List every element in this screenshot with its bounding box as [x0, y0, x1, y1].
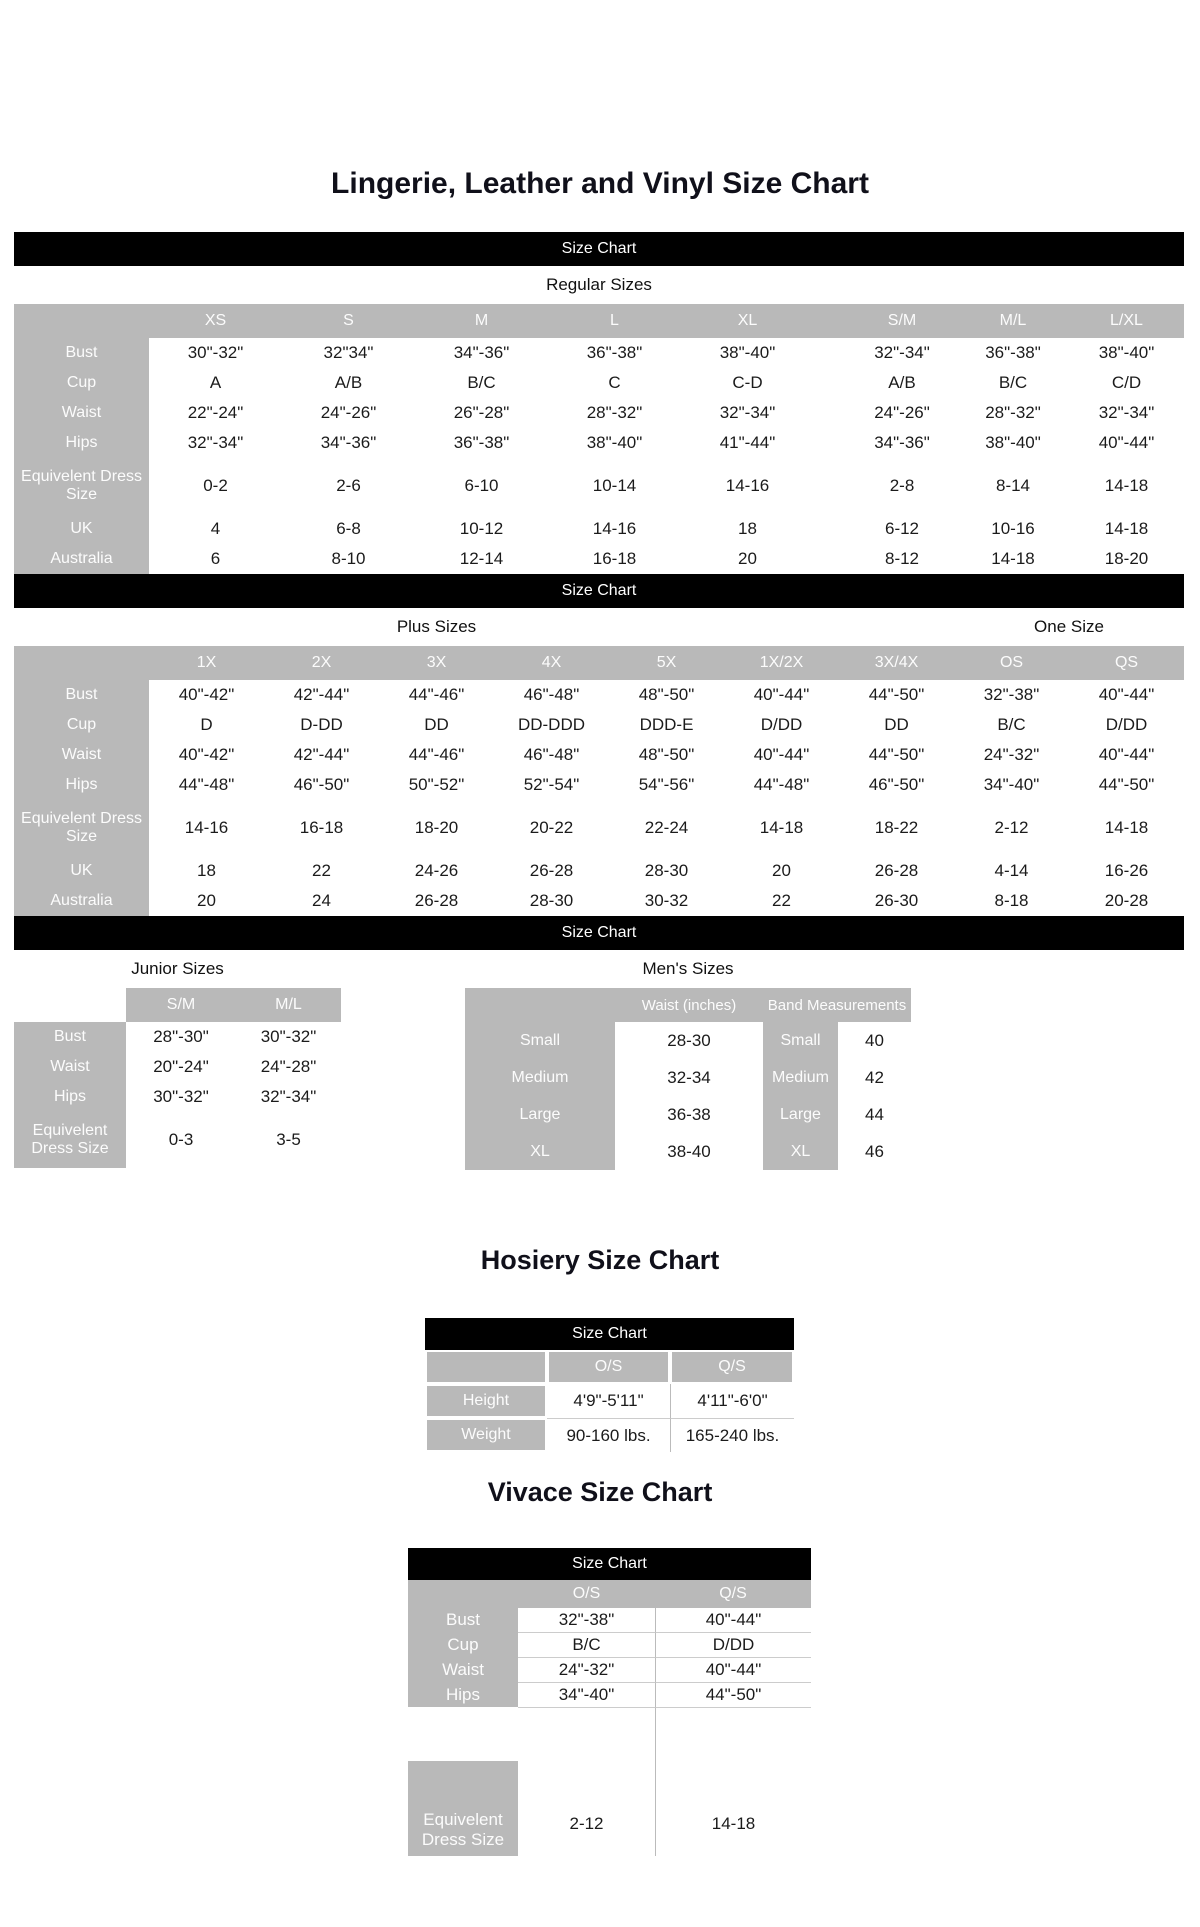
- corner-cell: [14, 304, 149, 338]
- size-chart-bar-label: Size Chart: [561, 924, 637, 941]
- value-cell: 10-16: [991, 519, 1035, 538]
- table-row: [465, 1022, 911, 1059]
- row-label: Cup: [408, 1632, 518, 1657]
- row-label: Equivelent Dress Size: [14, 458, 149, 514]
- value-cell: 26-30: [874, 891, 919, 910]
- value-cell: 26-28: [529, 861, 574, 880]
- row-label: Large: [763, 1096, 838, 1133]
- value-cell: 4-14: [994, 861, 1029, 880]
- table-row: [14, 514, 1184, 544]
- table-row: [14, 368, 1184, 398]
- column-header: 1X/2X: [724, 646, 839, 680]
- value-cell: 8-10: [331, 549, 366, 568]
- value-cell: 6-12: [884, 519, 920, 538]
- row-label: XL: [465, 1133, 615, 1170]
- value-cell: 22"-24": [187, 403, 244, 422]
- value-cell: 2-8: [889, 476, 915, 495]
- value-cell: 34"-40": [983, 775, 1040, 794]
- value-cell: 40"-44": [1098, 745, 1155, 764]
- value-cell: [814, 514, 847, 544]
- row-label: Equivelent Dress Size: [14, 1112, 126, 1168]
- value-cell: 30"-32": [153, 1087, 209, 1106]
- vivace-size-table: [408, 1580, 811, 1856]
- corner-cell: [14, 988, 126, 1022]
- row-label: Waist: [14, 398, 149, 428]
- value-cell: 22: [312, 861, 331, 880]
- column-header: O/S: [518, 1580, 655, 1608]
- value-cell: 12-14: [459, 549, 504, 568]
- row-label: Height: [425, 1384, 547, 1418]
- value-cell: 4'9"-5'11": [573, 1391, 644, 1410]
- value-cell: 42"-44": [293, 745, 350, 764]
- value-cell: 48"-50": [638, 745, 695, 764]
- value-cell: 30"-32": [260, 1027, 317, 1046]
- header-row: [465, 988, 911, 1022]
- column-header: S: [282, 304, 415, 338]
- table-row: [14, 1052, 341, 1082]
- value-cell: DD: [884, 715, 909, 734]
- value-cell: 40"-44": [1098, 685, 1155, 704]
- value-cell: 32-34: [667, 1067, 711, 1087]
- value-cell: 10-12: [459, 519, 504, 538]
- row-label: Medium: [465, 1059, 615, 1096]
- value-cell: 4'11"-6'0": [670, 1384, 794, 1418]
- value-cell: 16-26: [1104, 861, 1149, 880]
- value-cell: 32"-38": [558, 1610, 615, 1629]
- value-cell: 24-26: [414, 861, 459, 880]
- value-cell: 16-18: [299, 818, 344, 837]
- header-row: [14, 646, 1184, 680]
- column-header: Q/S: [655, 1580, 811, 1608]
- regular-sizes-table: [14, 304, 1184, 574]
- header-row: [408, 1580, 811, 1608]
- table-row: [425, 1384, 794, 1418]
- value-cell: 46"-48": [523, 745, 580, 764]
- table-row: [14, 740, 1184, 770]
- value-cell: 50"-52": [408, 775, 465, 794]
- table-row: [14, 398, 1184, 428]
- column-header: L/XL: [1069, 304, 1184, 338]
- value-cell: 32"-34": [874, 343, 930, 362]
- value-cell: 0-3: [168, 1130, 194, 1149]
- value-cell: D/DD: [655, 1632, 811, 1657]
- row-label: Bust: [14, 338, 149, 368]
- column-header: OS: [954, 646, 1069, 680]
- table-row: [14, 1112, 341, 1168]
- table-row: [14, 680, 1184, 710]
- table-row: [14, 886, 1184, 916]
- column-header: L: [548, 304, 681, 338]
- page-title: Lingerie, Leather and Vinyl Size Chart: [331, 167, 869, 200]
- row-label: Small: [465, 1022, 615, 1059]
- value-cell: C-D: [732, 373, 763, 392]
- column-header: 5X: [609, 646, 724, 680]
- value-cell: 46"-50": [868, 775, 925, 794]
- row-label: Bust: [408, 1608, 518, 1632]
- value-cell: 32"-34": [260, 1087, 317, 1106]
- row-label: Australia: [14, 886, 149, 916]
- table-row: [465, 1096, 911, 1133]
- row-label: UK: [14, 514, 149, 544]
- value-cell: 16-18: [592, 549, 637, 568]
- row-label: Equivelent Dress Size: [14, 800, 149, 856]
- value-cell: 24"-26": [874, 403, 930, 422]
- value-cell: [814, 398, 847, 428]
- value-cell: A: [209, 373, 222, 392]
- row-label: Hips: [14, 770, 149, 800]
- value-cell: 22: [772, 891, 791, 910]
- value-cell: 38"-40": [586, 433, 643, 452]
- value-cell: 28"-32": [985, 403, 1041, 422]
- table-row: [14, 428, 1184, 458]
- column-header: XS: [149, 304, 282, 338]
- value-cell: 40"-42": [178, 685, 235, 704]
- row-label: Hips: [408, 1682, 518, 1707]
- value-cell: 18: [197, 861, 216, 880]
- value-cell: 44"-46": [408, 685, 465, 704]
- value-cell: D-DD: [300, 715, 343, 734]
- row-label: Waist: [14, 740, 149, 770]
- table-row: [14, 458, 1184, 514]
- value-cell: 44"-46": [408, 745, 465, 764]
- junior-sizes-label: Junior Sizes: [131, 959, 224, 978]
- column-header: Band Measurements: [763, 988, 911, 1022]
- value-cell: D/DD: [760, 715, 803, 734]
- value-cell: 8-14: [995, 476, 1031, 495]
- size-chart-bar: [14, 574, 1184, 608]
- value-cell: 18-20: [414, 818, 459, 837]
- value-cell: 44"-50": [868, 685, 925, 704]
- value-cell: 38-40: [667, 1141, 711, 1161]
- value-cell: 28"-32": [586, 403, 643, 422]
- value-cell: 20: [738, 549, 757, 568]
- value-cell: 14-18: [1104, 818, 1149, 837]
- value-cell: 3-5: [276, 1130, 301, 1149]
- value-cell: 38"-40": [985, 433, 1041, 452]
- value-cell: 18-20: [1104, 549, 1149, 568]
- value-cell: 32"34": [323, 343, 374, 362]
- value-cell: 10-14: [592, 476, 637, 495]
- value-cell: 18: [738, 519, 757, 538]
- table-row: [14, 710, 1184, 740]
- column-header: M/L: [236, 988, 341, 1022]
- column-header: 4X: [494, 646, 609, 680]
- value-cell: 26-28: [874, 861, 919, 880]
- plus-sizes-table: [14, 646, 1184, 916]
- row-label: Bust: [14, 680, 149, 710]
- value-cell: 28-30: [644, 861, 689, 880]
- value-cell: 28-30: [667, 1030, 711, 1050]
- hosiery-size-table: [425, 1350, 794, 1452]
- main-size-charts: [14, 232, 1184, 1174]
- value-cell: 20"-24": [153, 1057, 209, 1076]
- value-cell: B/C: [467, 373, 496, 392]
- row-label: Medium: [763, 1059, 838, 1096]
- value-cell: D/DD: [1105, 715, 1148, 734]
- column-header: QS: [1069, 646, 1184, 680]
- column-header: 1X: [149, 646, 264, 680]
- value-cell: 14-18: [655, 1707, 811, 1856]
- value-cell: 32"-34": [1098, 403, 1155, 422]
- value-cell: 40"-42": [178, 745, 235, 764]
- value-cell: B/C: [997, 715, 1026, 734]
- junior-sizes-table: [14, 988, 341, 1168]
- table-row: [408, 1632, 811, 1657]
- value-cell: 44: [865, 1104, 884, 1124]
- row-label: Hips: [14, 1082, 126, 1112]
- value-cell: 32"-34": [719, 403, 776, 422]
- value-cell: 34"-36": [453, 343, 510, 362]
- size-chart-bar: [14, 916, 1184, 950]
- corner-cell: [408, 1580, 518, 1608]
- column-header: 3X/4X: [839, 646, 954, 680]
- value-cell: [814, 338, 847, 368]
- value-cell: 14-18: [1104, 519, 1149, 538]
- value-cell: [814, 368, 847, 398]
- value-cell: 40"-44": [655, 1608, 811, 1632]
- hosiery-section: [425, 1318, 794, 1452]
- size-chart-bar-label: Size Chart: [561, 240, 637, 257]
- column-header: S/M: [847, 304, 957, 338]
- table-row: [14, 544, 1184, 574]
- value-cell: 24: [312, 891, 331, 910]
- value-cell: A/B: [888, 373, 916, 392]
- value-cell: 34"-40": [518, 1682, 655, 1707]
- value-cell: 32"-34": [187, 433, 244, 452]
- value-cell: C/D: [1111, 373, 1142, 392]
- value-cell: 14-16: [184, 818, 229, 837]
- value-cell: 22-24: [644, 818, 689, 837]
- value-cell: 36"-38": [453, 433, 510, 452]
- header-row: [14, 988, 341, 1022]
- table-row: [14, 800, 1184, 856]
- value-cell: 44"-48": [753, 775, 810, 794]
- row-label: XL: [763, 1133, 838, 1170]
- value-cell: 46"-50": [293, 775, 350, 794]
- value-cell: 28-30: [529, 891, 574, 910]
- plus-sizes-label: Plus Sizes: [396, 617, 477, 636]
- value-cell: 36"-38": [586, 343, 643, 362]
- value-cell: 2-12: [518, 1707, 655, 1856]
- value-cell: D: [200, 715, 213, 734]
- row-label: Waist: [408, 1657, 518, 1682]
- value-cell: 38"-40": [1098, 343, 1155, 362]
- size-chart-bar-label: Size Chart: [561, 582, 637, 599]
- value-cell: 48"-50": [638, 685, 695, 704]
- value-cell: 32"-38": [983, 685, 1040, 704]
- value-cell: 14-16: [592, 519, 637, 538]
- size-chart-bar: [408, 1548, 811, 1580]
- value-cell: 44"-48": [178, 775, 235, 794]
- value-cell: 14-18: [1104, 476, 1149, 495]
- value-cell: 30"-32": [187, 343, 244, 362]
- value-cell: 20: [772, 861, 791, 880]
- row-label: Weight: [425, 1418, 547, 1452]
- value-cell: 42: [865, 1067, 884, 1087]
- row-label: Australia: [14, 544, 149, 574]
- value-cell: 4: [210, 519, 221, 538]
- vivace-section: [408, 1548, 811, 1856]
- value-cell: 14-16: [725, 476, 770, 495]
- header-row: [14, 304, 1184, 338]
- value-cell: 18-22: [874, 818, 919, 837]
- value-cell: 40: [865, 1030, 884, 1050]
- value-cell: 26"-28": [453, 403, 510, 422]
- value-cell: C: [608, 373, 621, 392]
- value-cell: 2-6: [336, 476, 361, 495]
- table-row: [408, 1608, 811, 1632]
- junior-mens-label-row: [14, 950, 1184, 988]
- plus-one-size-label-row: [14, 608, 1184, 646]
- size-chart-bar: [425, 1318, 794, 1350]
- column-header: M/L: [957, 304, 1069, 338]
- table-row: [408, 1682, 811, 1707]
- table-row: [14, 856, 1184, 886]
- value-cell: A/B: [334, 373, 363, 392]
- column-header: M: [415, 304, 548, 338]
- value-cell: 44"-50": [868, 745, 925, 764]
- table-row: [408, 1657, 811, 1682]
- column-header: XL: [681, 304, 814, 338]
- value-cell: 2-12: [994, 818, 1029, 837]
- value-cell: 8-18: [994, 891, 1029, 910]
- junior-mens-tables: [14, 988, 1184, 1174]
- value-cell: DD-DDD: [517, 715, 586, 734]
- size-chart-bar-label: Size Chart: [572, 1555, 647, 1572]
- corner-cell: [425, 1350, 547, 1384]
- value-cell: 34"-36": [874, 433, 930, 452]
- row-label: Cup: [14, 368, 149, 398]
- mens-sizes-table: [465, 988, 911, 1170]
- table-row: [425, 1418, 794, 1452]
- value-cell: [814, 428, 847, 458]
- value-cell: 40"-44": [753, 685, 810, 704]
- one-size-label: One Size: [1034, 617, 1104, 636]
- mens-sizes-label: Men's Sizes: [642, 959, 734, 978]
- value-cell: DD: [424, 715, 449, 734]
- value-cell: 30-32: [644, 891, 689, 910]
- column-header: Waist (inches): [615, 988, 763, 1022]
- value-cell: 6-10: [464, 476, 499, 495]
- value-cell: 34"-36": [320, 433, 377, 452]
- value-cell: [814, 458, 847, 514]
- value-cell: 40"-44": [655, 1657, 811, 1682]
- value-cell: 40"-44": [1098, 433, 1155, 452]
- value-cell: 20-28: [1104, 891, 1149, 910]
- value-cell: 20: [197, 891, 216, 910]
- table-row: [465, 1133, 911, 1170]
- value-cell: 6-8: [336, 519, 361, 538]
- value-cell: 28"-30": [153, 1027, 209, 1046]
- row-label: Waist: [14, 1052, 126, 1082]
- table-row: [14, 1082, 341, 1112]
- table-row: [14, 770, 1184, 800]
- vivace-title: Vivace Size Chart: [487, 1477, 713, 1507]
- value-cell: 54"-56": [638, 775, 695, 794]
- value-cell: 0-2: [203, 476, 228, 495]
- row-label: Cup: [14, 710, 149, 740]
- row-label: Large: [465, 1096, 615, 1133]
- row-label: Small: [763, 1022, 838, 1059]
- value-cell: 14-18: [991, 549, 1035, 568]
- table-row: [14, 1022, 341, 1052]
- value-cell: 90-160 lbs.: [547, 1418, 670, 1452]
- value-cell: 24"-26": [320, 403, 377, 422]
- corner-cell: [814, 304, 847, 338]
- value-cell: 36-38: [667, 1104, 711, 1124]
- row-label: Hips: [14, 428, 149, 458]
- value-cell: B/C: [518, 1632, 655, 1657]
- value-cell: 40"-44": [753, 745, 810, 764]
- value-cell: 14-18: [759, 818, 804, 837]
- column-header: Q/S: [670, 1350, 794, 1384]
- table-row: [408, 1707, 811, 1856]
- table-row: [14, 338, 1184, 368]
- value-cell: 46"-48": [523, 685, 580, 704]
- value-cell: 44"-50": [1098, 775, 1155, 794]
- row-label: Bust: [14, 1022, 126, 1052]
- column-header: 2X: [264, 646, 379, 680]
- value-cell: B/C: [998, 373, 1028, 392]
- row-label: UK: [14, 856, 149, 886]
- value-cell: 26-28: [414, 891, 459, 910]
- table-row: [465, 1059, 911, 1096]
- row-label: Equivelent Dress Size: [408, 1707, 518, 1856]
- column-header: S/M: [126, 988, 236, 1022]
- size-chart-bar-label: Size Chart: [572, 1325, 647, 1342]
- value-cell: 41"-44": [719, 433, 776, 452]
- value-cell: 46: [865, 1141, 884, 1161]
- size-chart-bar: [14, 232, 1184, 266]
- value-cell: 165-240 lbs.: [670, 1418, 794, 1452]
- value-cell: 36"-38": [985, 343, 1041, 362]
- corner-cell: [14, 646, 149, 680]
- value-cell: 6: [210, 549, 221, 568]
- value-cell: 44"-50": [655, 1682, 811, 1707]
- value-cell: 8-12: [884, 549, 920, 568]
- value-cell: 24"-28": [260, 1057, 317, 1076]
- header-row: [425, 1350, 794, 1384]
- column-header: 3X: [379, 646, 494, 680]
- corner-cell: [465, 988, 615, 1022]
- column-header: O/S: [547, 1350, 670, 1384]
- hosiery-title: Hosiery Size Chart: [480, 1245, 720, 1275]
- value-cell: DDD-E: [639, 715, 694, 734]
- value-cell: 20-22: [529, 818, 574, 837]
- value-cell: 42"-44": [293, 685, 350, 704]
- value-cell: 24"-32": [518, 1657, 655, 1682]
- value-cell: [814, 544, 847, 574]
- regular-sizes-label: Regular Sizes: [546, 275, 652, 294]
- value-cell: 24"-32": [983, 745, 1040, 764]
- value-cell: 52"-54": [523, 775, 580, 794]
- value-cell: 38"-40": [719, 343, 776, 362]
